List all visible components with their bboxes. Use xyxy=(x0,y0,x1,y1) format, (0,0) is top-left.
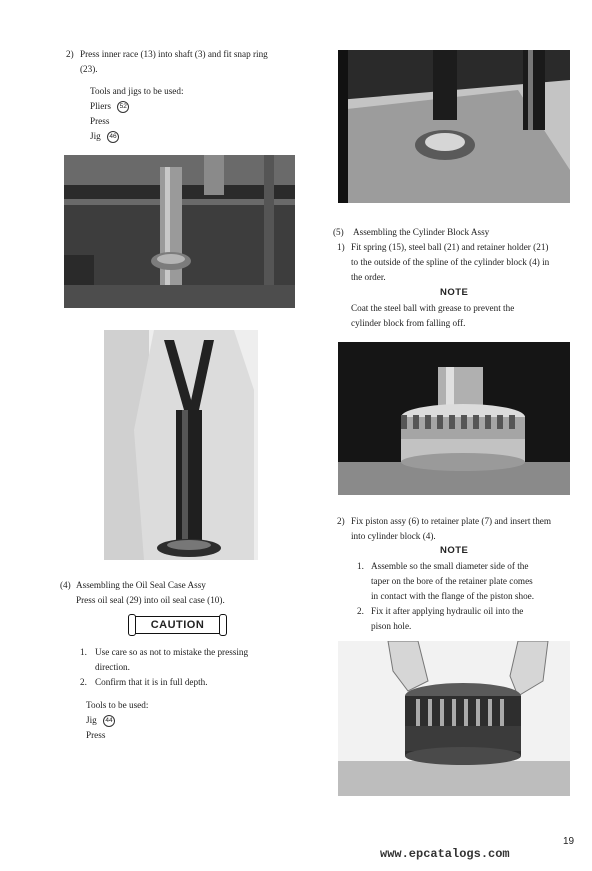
caution-item-1-text: Use care so as not to mistake the pressing xyxy=(95,647,249,657)
note-2-item-1-text-cont2: in contact with the flange of the piston shoe. xyxy=(371,591,535,601)
section-4-number: (4) xyxy=(60,580,71,590)
step-2-number: 2) xyxy=(66,49,74,59)
tool-jig-44-label: Jig xyxy=(86,715,97,725)
step-2-text-cont: (23). xyxy=(80,64,98,74)
note-2-item-2-text: Fix it after applying hydraulic oil into the xyxy=(371,606,524,616)
step-5-2-number: 2) xyxy=(337,516,345,526)
step-5-1-text-cont: to the outside of the spline of the cylinder block (4) in xyxy=(351,257,550,267)
section-4-instruction: Press oil seal (29) into oil seal case (10). xyxy=(76,595,225,605)
step-5-1-text-cont2: the order. xyxy=(351,272,386,282)
photo-inner-race-press xyxy=(64,155,295,308)
photo-snap-ring-pliers xyxy=(104,330,258,560)
photo-piston-assy-insert xyxy=(338,641,570,796)
step-5-1-text: Fit spring (15), steel ball (21) and retainer holder (21) xyxy=(351,242,549,252)
caution-item-2-number: 2. xyxy=(80,677,87,687)
photo-piston-assy-insert-image xyxy=(338,641,570,796)
tool-jig-44 xyxy=(86,713,115,728)
step-2-text: Press inner race (13) into shaft (3) and fit snap ring xyxy=(80,49,268,59)
note-2-item-1-number: 1. xyxy=(357,561,364,571)
tool-pliers xyxy=(90,99,129,114)
note-2-item-1-text-cont: taper on the bore of the retainer plate comes xyxy=(371,576,533,586)
photo-inner-race-press-image xyxy=(64,155,295,308)
section-4-title: Assembling the Oil Seal Case Assy xyxy=(76,580,206,590)
step-5-2-text-cont: into cylinder block (4). xyxy=(351,531,436,541)
note-2-heading: NOTE xyxy=(440,545,469,556)
tools-used-heading: Tools to be used: xyxy=(86,700,149,710)
tool-pliers-label: Pliers xyxy=(90,101,111,111)
photo-press-machine xyxy=(338,50,570,203)
tool-jig xyxy=(90,129,119,144)
tool-number-badge: 52 xyxy=(117,101,129,113)
caution-label: CAUTION xyxy=(150,619,205,631)
note-2-item-1-text: Assemble so the small diameter side of the xyxy=(371,561,529,571)
tool-jig-label: Jig xyxy=(90,131,101,141)
tool-number-badge: 46 xyxy=(107,131,119,143)
website-watermark: www.epcatalogs.com xyxy=(380,847,510,861)
tool-number-badge: 44 xyxy=(103,715,115,727)
caution-item-2-text: Confirm that it is in full depth. xyxy=(95,677,208,687)
section-5-title: Assembling the Cylinder Block Assy xyxy=(353,227,490,237)
photo-cylinder-block-image xyxy=(338,342,570,495)
caution-item-1-number: 1. xyxy=(80,647,87,657)
note-1-heading: NOTE xyxy=(440,287,469,298)
note-1-text: Coat the steel ball with grease to prevent the xyxy=(351,303,515,313)
step-5-2-text: Fix piston assy (6) to retainer plate (7) and insert them xyxy=(351,516,552,526)
note-2-item-2-number: 2. xyxy=(357,606,364,616)
section-5-number: (5) xyxy=(333,227,344,237)
tools-heading: Tools and jigs to be used: xyxy=(90,86,184,96)
page-number: 19 xyxy=(563,836,575,847)
photo-press-machine-image xyxy=(338,50,570,203)
caution-item-1-text-cont: direction. xyxy=(95,662,130,672)
tool-press: Press xyxy=(90,116,110,126)
photo-cylinder-block xyxy=(338,342,570,495)
step-5-1-number: 1) xyxy=(337,242,345,252)
tool-press-2: Press xyxy=(86,730,106,740)
note-2-item-2-text-cont: pison hole. xyxy=(371,621,412,631)
caution-box xyxy=(133,616,222,634)
note-1-text-cont: cylinder block from falling off. xyxy=(351,318,466,328)
photo-snap-ring-pliers-image xyxy=(104,330,258,560)
